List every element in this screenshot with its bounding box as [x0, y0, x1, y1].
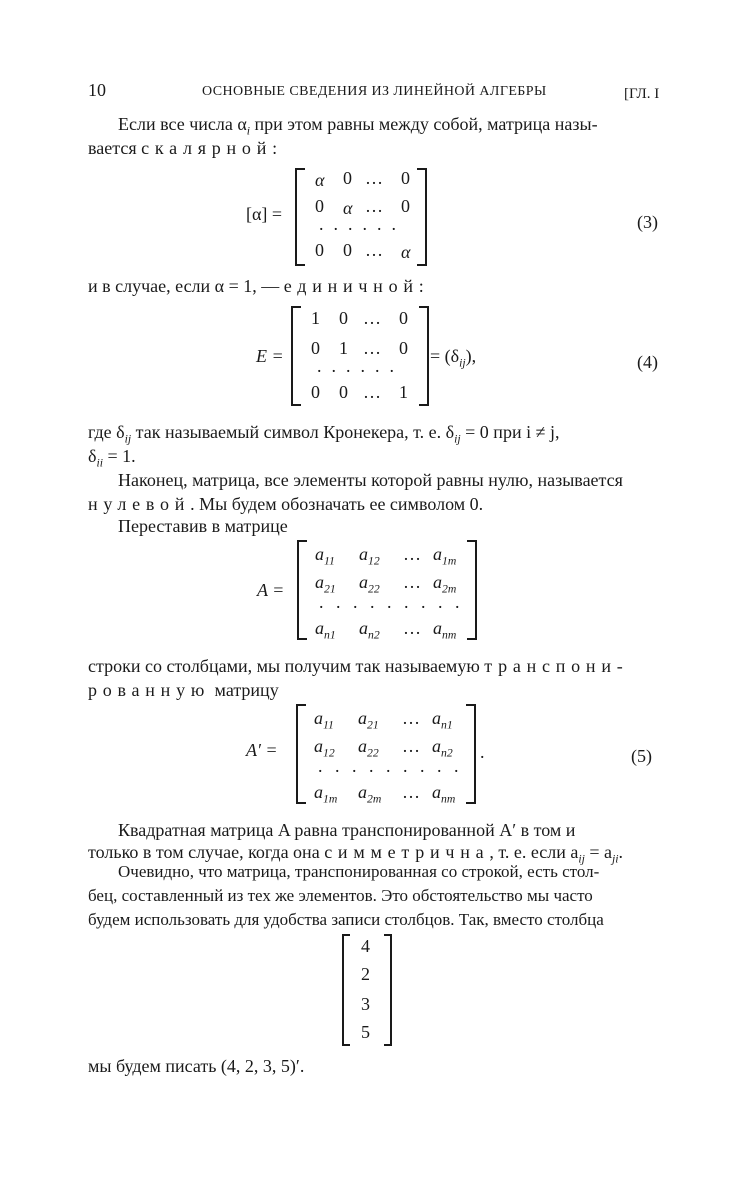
para9-line1: мы будем писать (4, 2, 3, 5)′.	[88, 1056, 305, 1076]
para3-line2: $\delta_{ii} = 1$.	[88, 446, 136, 470]
eq4-rhs: = $(\delta_{ij})$,	[430, 346, 477, 370]
para1-line1: Если все числа $\alpha_i$ при этом равны между собой, матрица назы-	[118, 114, 598, 138]
para2-line: и в случае, если α = 1, — единичной:	[88, 276, 424, 296]
eq4-lhs: E =	[256, 346, 284, 366]
eq4-number: (4)	[637, 352, 658, 372]
eq5-period: .	[480, 742, 485, 762]
para6-line2: рованную матрицу	[88, 680, 279, 700]
eq4-dots: ......	[317, 356, 404, 376]
para7-line2: только в том случае, когда она симметрична, т. е. если $a_{ij} = a_{ji}$.	[88, 842, 624, 866]
para7-line1: Квадратная матрица A равна транспонированной A′ в том и	[118, 820, 576, 840]
eq3-lhs: [α] =	[246, 204, 283, 224]
eq3-matrix: α 0 … 0 0 α … 0 ...... 0 0 … α	[295, 168, 427, 266]
eq3-number: (3)	[637, 212, 658, 232]
page-number: 10	[88, 80, 106, 100]
eq4-matrix: 1 0 … 0 0 1 … 0 ...... 0 0 … 1	[291, 306, 429, 406]
para4-line1: Наконец, матрица, все элементы которой равны нулю, называется	[118, 470, 623, 490]
para8-line2: бец, составленный из тех же элементов. Это обстоятельство мы часто	[88, 886, 593, 905]
chapter-marker: [ГЛ. I	[624, 86, 660, 102]
para5-line1: Переставив в матрице	[118, 516, 288, 536]
eq5-lhs: A′ =	[246, 740, 278, 760]
running-title: ОСНОВНЫЕ СВЕДЕНИЯ ИЗ ЛИНЕЙНОЙ АЛГЕБРЫ	[202, 84, 547, 99]
para1-line2: вается скалярной:	[88, 138, 278, 158]
matrix-a: $a_{11}$ $a_{12}$ … $a_{1m}$ $a_{21}$ $a_{22}$ … $a_{2m}$ . . . . . . . . . $a_{n1}$ $a_{n2}$ … $a_{nm}$	[297, 540, 477, 640]
eqA-lhs: A =	[257, 580, 285, 600]
eq5-number: (5)	[631, 746, 652, 766]
para8-line3: будем использовать для удобства записи столбцов. Так, вместо столбца	[88, 910, 604, 929]
eq3-dots: ......	[319, 214, 406, 234]
para8-line1: Очевидно, что матрица, транспонированная со строкой, есть стол-	[118, 862, 600, 881]
para6-line1: строки со столбцами, мы получим так называемую транспони-	[88, 656, 629, 676]
matrix-a-transposed: $a_{11}$ $a_{21}$ … $a_{n1}$ $a_{12}$ $a_{22}$ … $a_{n2}$ . . . . . . . . . $a_{1m}$ $a_{2m}$ … $a_{nm}$	[296, 704, 476, 804]
column-vector: 4 2 3 5	[342, 934, 392, 1046]
para4-line2: нулевой. Мы будем обозначать ее символом 0.	[88, 494, 484, 514]
para3-line1: где $\delta_{ij}$ так называемый символ Кронекера, т. е. $\delta_{ij} = 0$ при i ≠ j,	[88, 422, 560, 446]
